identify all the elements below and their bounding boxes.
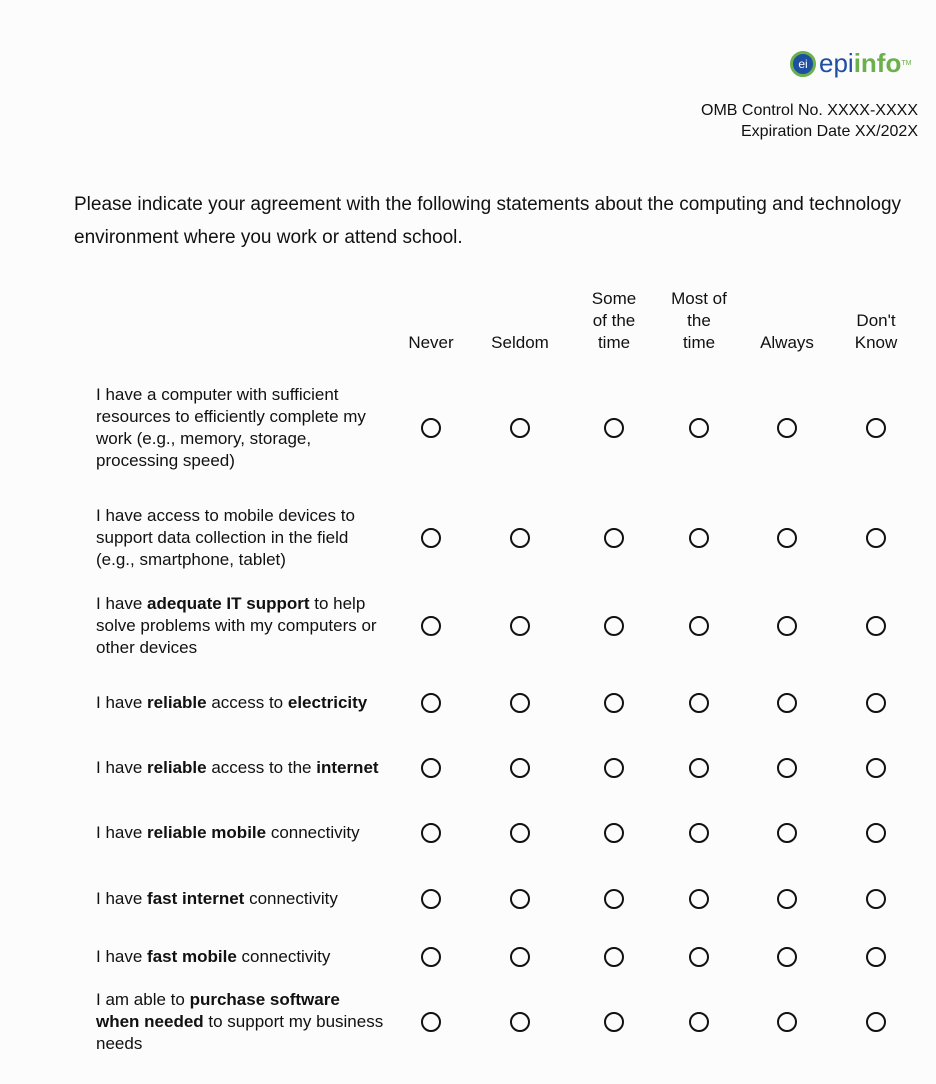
instructions: Please indicate your agreement with the following statements about the computing and technology environment where you work or attend school.: [74, 194, 902, 248]
radio-option-seldom[interactable]: [510, 823, 530, 843]
radio-option-most-of-the-time[interactable]: [689, 823, 709, 843]
column-header-label: Always: [760, 333, 814, 352]
question-text: [96, 692, 386, 714]
question-segment: I have access to mobile devices to support data collection in the field (e.g., smartphone, tablet): [96, 506, 355, 569]
radio-option-some-of-the-time[interactable]: [604, 889, 624, 909]
question-segment: I am able to: [96, 990, 190, 1009]
radio-option-some-of-the-time[interactable]: [604, 947, 624, 967]
column-header: [475, 288, 565, 354]
epiinfo-logo: [790, 48, 911, 79]
question-emphasis: reliable mobile: [147, 823, 267, 842]
radio-option-don-t-know[interactable]: [866, 693, 886, 713]
column-header-label: Some of the time: [591, 289, 637, 352]
radio-option-some-of-the-time[interactable]: [604, 418, 624, 438]
question-emphasis: adequate IT support: [147, 594, 310, 613]
question-segment: to help solve problems with my computers or other devices: [96, 594, 377, 657]
question-segment: connectivity: [244, 889, 338, 908]
question-segment: I have: [96, 758, 148, 777]
column-header: [831, 288, 921, 354]
radio-option-don-t-know[interactable]: [866, 947, 886, 967]
question-segment: access to: [206, 693, 288, 712]
radio-option-most-of-the-time[interactable]: [689, 889, 709, 909]
radio-option-always[interactable]: [777, 616, 797, 636]
radio-option-seldom[interactable]: [510, 889, 530, 909]
question-segment: I have: [96, 947, 148, 966]
radio-option-always[interactable]: [777, 823, 797, 843]
column-header-label: Don't Know: [854, 311, 898, 352]
radio-option-never[interactable]: [421, 1012, 441, 1032]
radio-option-always[interactable]: [777, 889, 797, 909]
radio-option-most-of-the-time[interactable]: [689, 947, 709, 967]
question-text: [96, 505, 386, 571]
question-segment: I have a computer with sufficient resources to efficiently complete my work (e.g., memory, storage, processing speed): [96, 385, 366, 470]
question-segment: access to the: [206, 758, 317, 777]
omb-info: [701, 100, 918, 142]
radio-option-seldom[interactable]: [510, 528, 530, 548]
radio-option-most-of-the-time[interactable]: [689, 418, 709, 438]
question-segment: connectivity: [236, 947, 331, 966]
question-segment: I have: [96, 889, 148, 908]
question-segment: I have: [96, 594, 148, 613]
question-emphasis: electricity: [287, 693, 368, 712]
question-text: [96, 822, 386, 844]
radio-option-some-of-the-time[interactable]: [604, 1012, 624, 1032]
logo-epi: epi: [819, 48, 854, 78]
column-header-label: Never: [408, 333, 454, 352]
radio-option-don-t-know[interactable]: [866, 528, 886, 548]
radio-option-seldom[interactable]: [510, 418, 530, 438]
question-text: [96, 384, 386, 472]
radio-option-never[interactable]: [421, 418, 441, 438]
radio-option-always[interactable]: [777, 1012, 797, 1032]
radio-option-some-of-the-time[interactable]: [604, 823, 624, 843]
radio-option-some-of-the-time[interactable]: [604, 693, 624, 713]
radio-option-don-t-know[interactable]: [866, 758, 886, 778]
radio-option-never[interactable]: [421, 889, 441, 909]
radio-option-always[interactable]: [777, 758, 797, 778]
radio-option-seldom[interactable]: [510, 1012, 530, 1032]
question-emphasis: reliable: [147, 693, 207, 712]
radio-option-never[interactable]: [421, 947, 441, 967]
radio-option-don-t-know[interactable]: [866, 418, 886, 438]
question-text: [96, 989, 386, 1055]
question-emphasis: internet: [316, 758, 379, 777]
radio-option-seldom[interactable]: [510, 758, 530, 778]
radio-option-always[interactable]: [777, 418, 797, 438]
logo-tm: TM: [901, 60, 912, 67]
question-text: [96, 593, 386, 659]
radio-option-always[interactable]: [777, 947, 797, 967]
question-text: [96, 757, 386, 779]
radio-option-some-of-the-time[interactable]: [604, 758, 624, 778]
question-text: [96, 946, 386, 968]
question-emphasis: fast internet: [147, 889, 245, 908]
radio-option-never[interactable]: [421, 528, 441, 548]
radio-option-never[interactable]: [421, 758, 441, 778]
column-header: [654, 288, 744, 354]
radio-option-never[interactable]: [421, 823, 441, 843]
radio-option-most-of-the-time[interactable]: [689, 758, 709, 778]
question-text: [96, 888, 386, 910]
column-header: [569, 288, 659, 354]
column-header-label: Most of the time: [671, 289, 727, 352]
radio-option-never[interactable]: [421, 693, 441, 713]
question-emphasis: fast mobile: [147, 947, 237, 966]
question-emphasis: purchase software when needed: [96, 990, 340, 1031]
radio-option-never[interactable]: [421, 616, 441, 636]
radio-option-seldom[interactable]: [510, 947, 530, 967]
expiration-date: Expiration Date XX/202X: [741, 123, 918, 140]
ei-logo-icon: ei: [790, 51, 816, 77]
radio-option-most-of-the-time[interactable]: [689, 616, 709, 636]
radio-option-most-of-the-time[interactable]: [689, 693, 709, 713]
radio-option-most-of-the-time[interactable]: [689, 528, 709, 548]
question-segment: to support my business needs: [96, 1012, 384, 1053]
radio-option-seldom[interactable]: [510, 693, 530, 713]
radio-option-most-of-the-time[interactable]: [689, 1012, 709, 1032]
radio-option-some-of-the-time[interactable]: [604, 616, 624, 636]
radio-option-don-t-know[interactable]: [866, 616, 886, 636]
question-emphasis: reliable: [147, 758, 207, 777]
column-header: [742, 288, 832, 354]
radio-option-don-t-know[interactable]: [866, 889, 886, 909]
radio-option-don-t-know[interactable]: [866, 1012, 886, 1032]
radio-option-seldom[interactable]: [510, 616, 530, 636]
radio-option-don-t-know[interactable]: [866, 823, 886, 843]
radio-option-always[interactable]: [777, 528, 797, 548]
radio-option-some-of-the-time[interactable]: [604, 528, 624, 548]
question-segment: connectivity: [266, 823, 360, 842]
column-header: [386, 288, 476, 354]
question-segment: I have: [96, 693, 148, 712]
omb-control-number: OMB Control No. XXXX-XXXX: [701, 102, 918, 119]
question-segment: I have: [96, 823, 148, 842]
logo-info: info: [853, 48, 902, 78]
radio-option-always[interactable]: [777, 693, 797, 713]
column-header-label: Seldom: [491, 333, 549, 352]
